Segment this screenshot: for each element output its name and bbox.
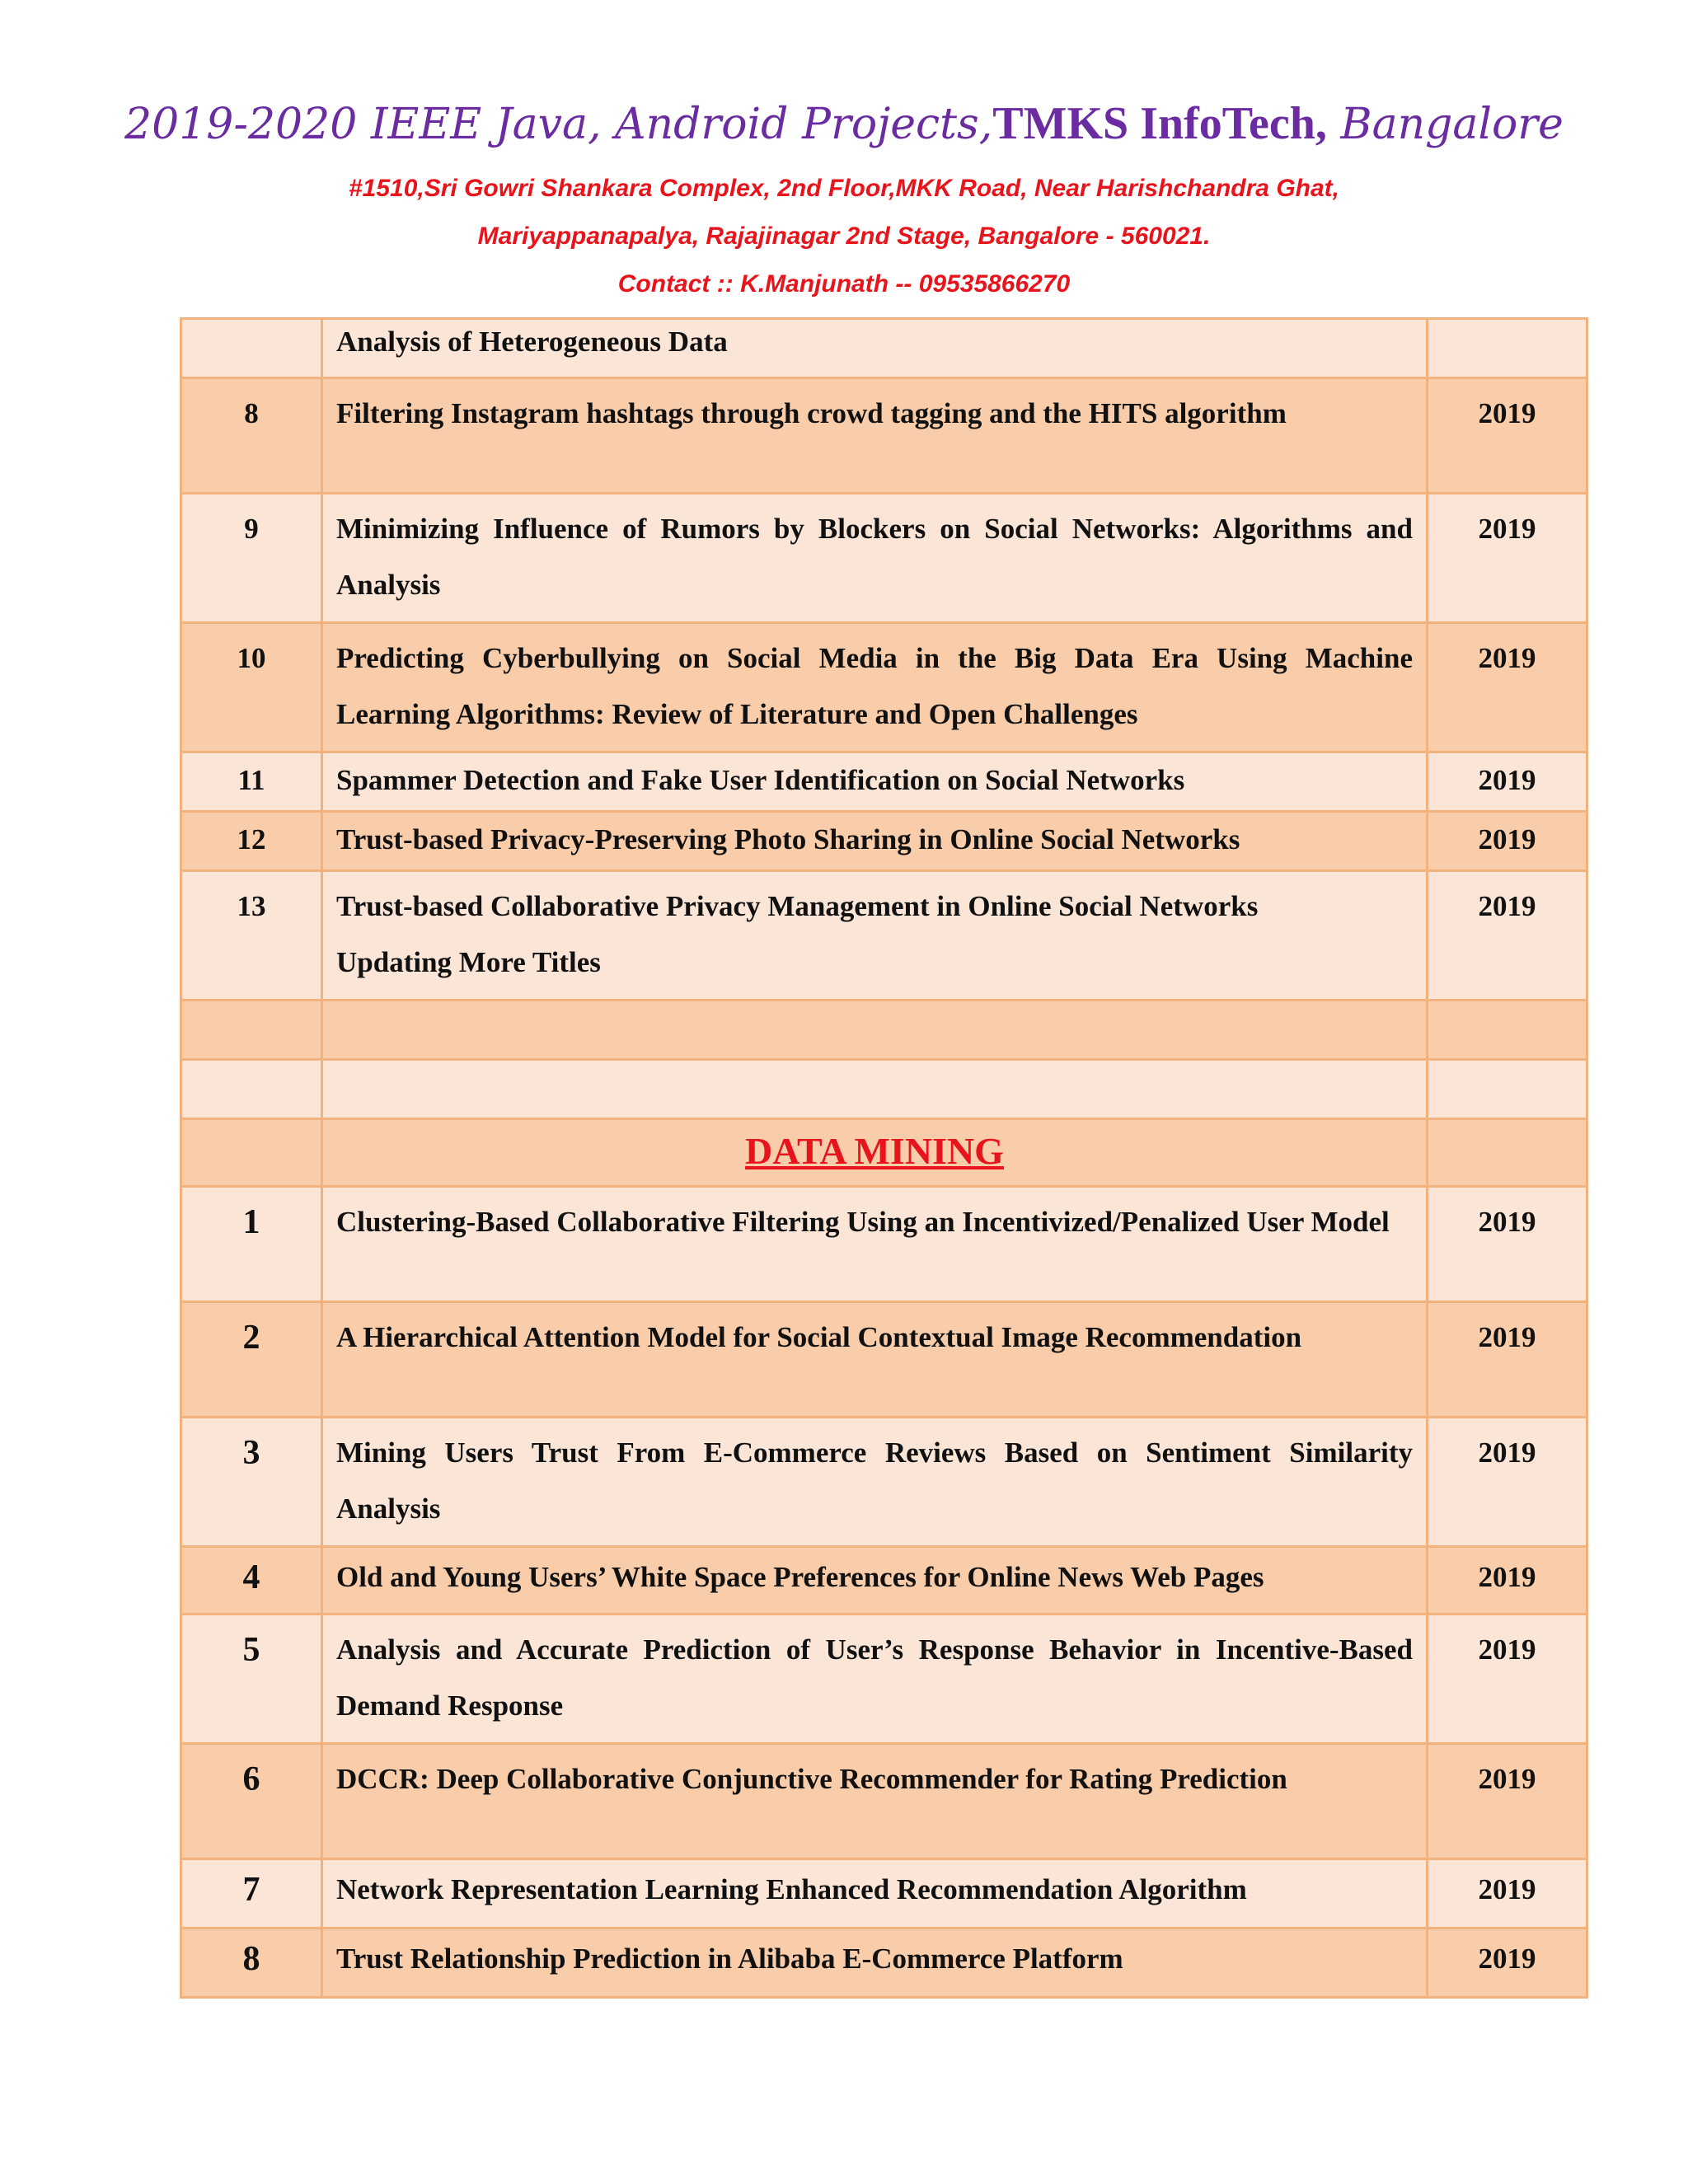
row-year: 2019 xyxy=(1428,1302,1587,1418)
table-row xyxy=(181,1929,1587,1998)
row-year: 2019 xyxy=(1428,1615,1587,1744)
row-title: Trust-based Privacy-Preserving Photo Sharing in Online Social Networks xyxy=(322,812,1428,871)
row-title xyxy=(322,871,1428,1001)
row-year: 2019 xyxy=(1428,752,1587,812)
row-title-line: Trust-based Collaborative Privacy Management in Online Social Networks xyxy=(336,890,1259,922)
row-year: 2019 xyxy=(1428,1859,1587,1929)
row-number xyxy=(181,319,322,378)
row-title: Analysis and Accurate Prediction of User’s Response Behavior in Incentive-Based Demand Response xyxy=(322,1615,1428,1744)
row-title: Network Representation Learning Enhanced Recommendation Algorithm xyxy=(322,1859,1428,1929)
row-title: Predicting Cyberbullying on Social Media in the Big Data Era Using Machine Learning Algorithms: Review of Literature and Open Challenges xyxy=(322,623,1428,752)
table-row xyxy=(181,319,1587,378)
table-row xyxy=(181,378,1587,494)
title-prefix: 2019-2020 IEEE Java, Android Projects, xyxy=(124,100,993,149)
row-year: 2019 xyxy=(1428,378,1587,494)
table-row xyxy=(181,1418,1587,1547)
row-title-note: Updating More Titles xyxy=(336,946,601,978)
section-title: DATA MINING xyxy=(322,1119,1428,1187)
row-title: Spammer Detection and Fake User Identification on Social Networks xyxy=(322,752,1428,812)
table-row xyxy=(181,871,1587,1001)
empty-cell xyxy=(181,1001,322,1060)
row-number: 4 xyxy=(181,1547,322,1615)
row-number: 3 xyxy=(181,1418,322,1547)
table-row xyxy=(181,1859,1587,1929)
row-number: 13 xyxy=(181,871,322,1001)
row-title: Trust Relationship Prediction in Alibaba E-Commerce Platform xyxy=(322,1929,1428,1998)
row-title: Clustering-Based Collaborative Filtering Using an Incentivized/Penalized User Model xyxy=(322,1187,1428,1302)
row-number: 8 xyxy=(181,1929,322,1998)
row-year: 2019 xyxy=(1428,1929,1587,1998)
table-row xyxy=(181,1187,1587,1302)
table-row xyxy=(181,1744,1587,1859)
table-row xyxy=(181,1615,1587,1744)
table-row xyxy=(181,752,1587,812)
projects-table xyxy=(180,317,1588,1999)
row-number: 1 xyxy=(181,1187,322,1302)
row-title: Analysis of Heterogeneous Data xyxy=(322,319,1428,378)
address-line-1: #1510,Sri Gowri Shankara Complex, 2nd Floor,MKK Road, Near Harishchandra Ghat, xyxy=(348,175,1339,202)
empty-row xyxy=(181,1001,1587,1060)
table-row xyxy=(181,812,1587,871)
empty-cell xyxy=(322,1001,1428,1060)
table-row xyxy=(181,1302,1587,1418)
row-number: 5 xyxy=(181,1615,322,1744)
row-number: 11 xyxy=(181,752,322,812)
empty-cell xyxy=(181,1060,322,1119)
row-title: DCCR: Deep Collaborative Conjunctive Recommender for Rating Prediction xyxy=(322,1744,1428,1859)
table-row xyxy=(181,1547,1587,1615)
empty-cell xyxy=(322,1060,1428,1119)
row-year: 2019 xyxy=(1428,871,1587,1001)
row-number: 2 xyxy=(181,1302,322,1418)
row-title: A Hierarchical Attention Model for Social Contextual Image Recommendation xyxy=(322,1302,1428,1418)
empty-cell xyxy=(1428,1060,1587,1119)
row-title: Filtering Instagram hashtags through crowd tagging and the HITS algorithm xyxy=(322,378,1428,494)
empty-cell xyxy=(181,1119,322,1187)
row-year: 2019 xyxy=(1428,812,1587,871)
contact-line: Contact :: K.Manjunath -- 09535866270 xyxy=(617,270,1071,298)
row-number: 7 xyxy=(181,1859,322,1929)
row-number: 9 xyxy=(181,494,322,623)
row-year: 2019 xyxy=(1428,1187,1587,1302)
empty-cell xyxy=(1428,1119,1587,1187)
empty-cell xyxy=(1428,1001,1587,1060)
row-number: 10 xyxy=(181,623,322,752)
table-row xyxy=(181,623,1587,752)
title-suffix: Bangalore xyxy=(1326,100,1564,149)
row-year: 2019 xyxy=(1428,623,1587,752)
address-line-2: Mariyappanapalya, Rajajinagar 2nd Stage, Bangalore - 560021. xyxy=(477,223,1211,250)
page-title xyxy=(0,97,1688,150)
section-row xyxy=(181,1119,1587,1187)
row-year: 2019 xyxy=(1428,1418,1587,1547)
row-year xyxy=(1428,319,1587,378)
row-year: 2019 xyxy=(1428,494,1587,623)
row-number: 6 xyxy=(181,1744,322,1859)
row-title: Mining Users Trust From E-Commerce Reviews Based on Sentiment Similarity Analysis xyxy=(322,1418,1428,1547)
row-number: 8 xyxy=(181,378,322,494)
title-brand: TMKS InfoTech, xyxy=(992,98,1327,149)
table-row xyxy=(181,494,1587,623)
row-year: 2019 xyxy=(1428,1744,1587,1859)
row-year: 2019 xyxy=(1428,1547,1587,1615)
row-title: Old and Young Users’ White Space Preferences for Online News Web Pages xyxy=(322,1547,1428,1615)
empty-row xyxy=(181,1060,1587,1119)
row-number: 12 xyxy=(181,812,322,871)
row-title: Minimizing Influence of Rumors by Blockers on Social Networks: Algorithms and Analysis xyxy=(322,494,1428,623)
